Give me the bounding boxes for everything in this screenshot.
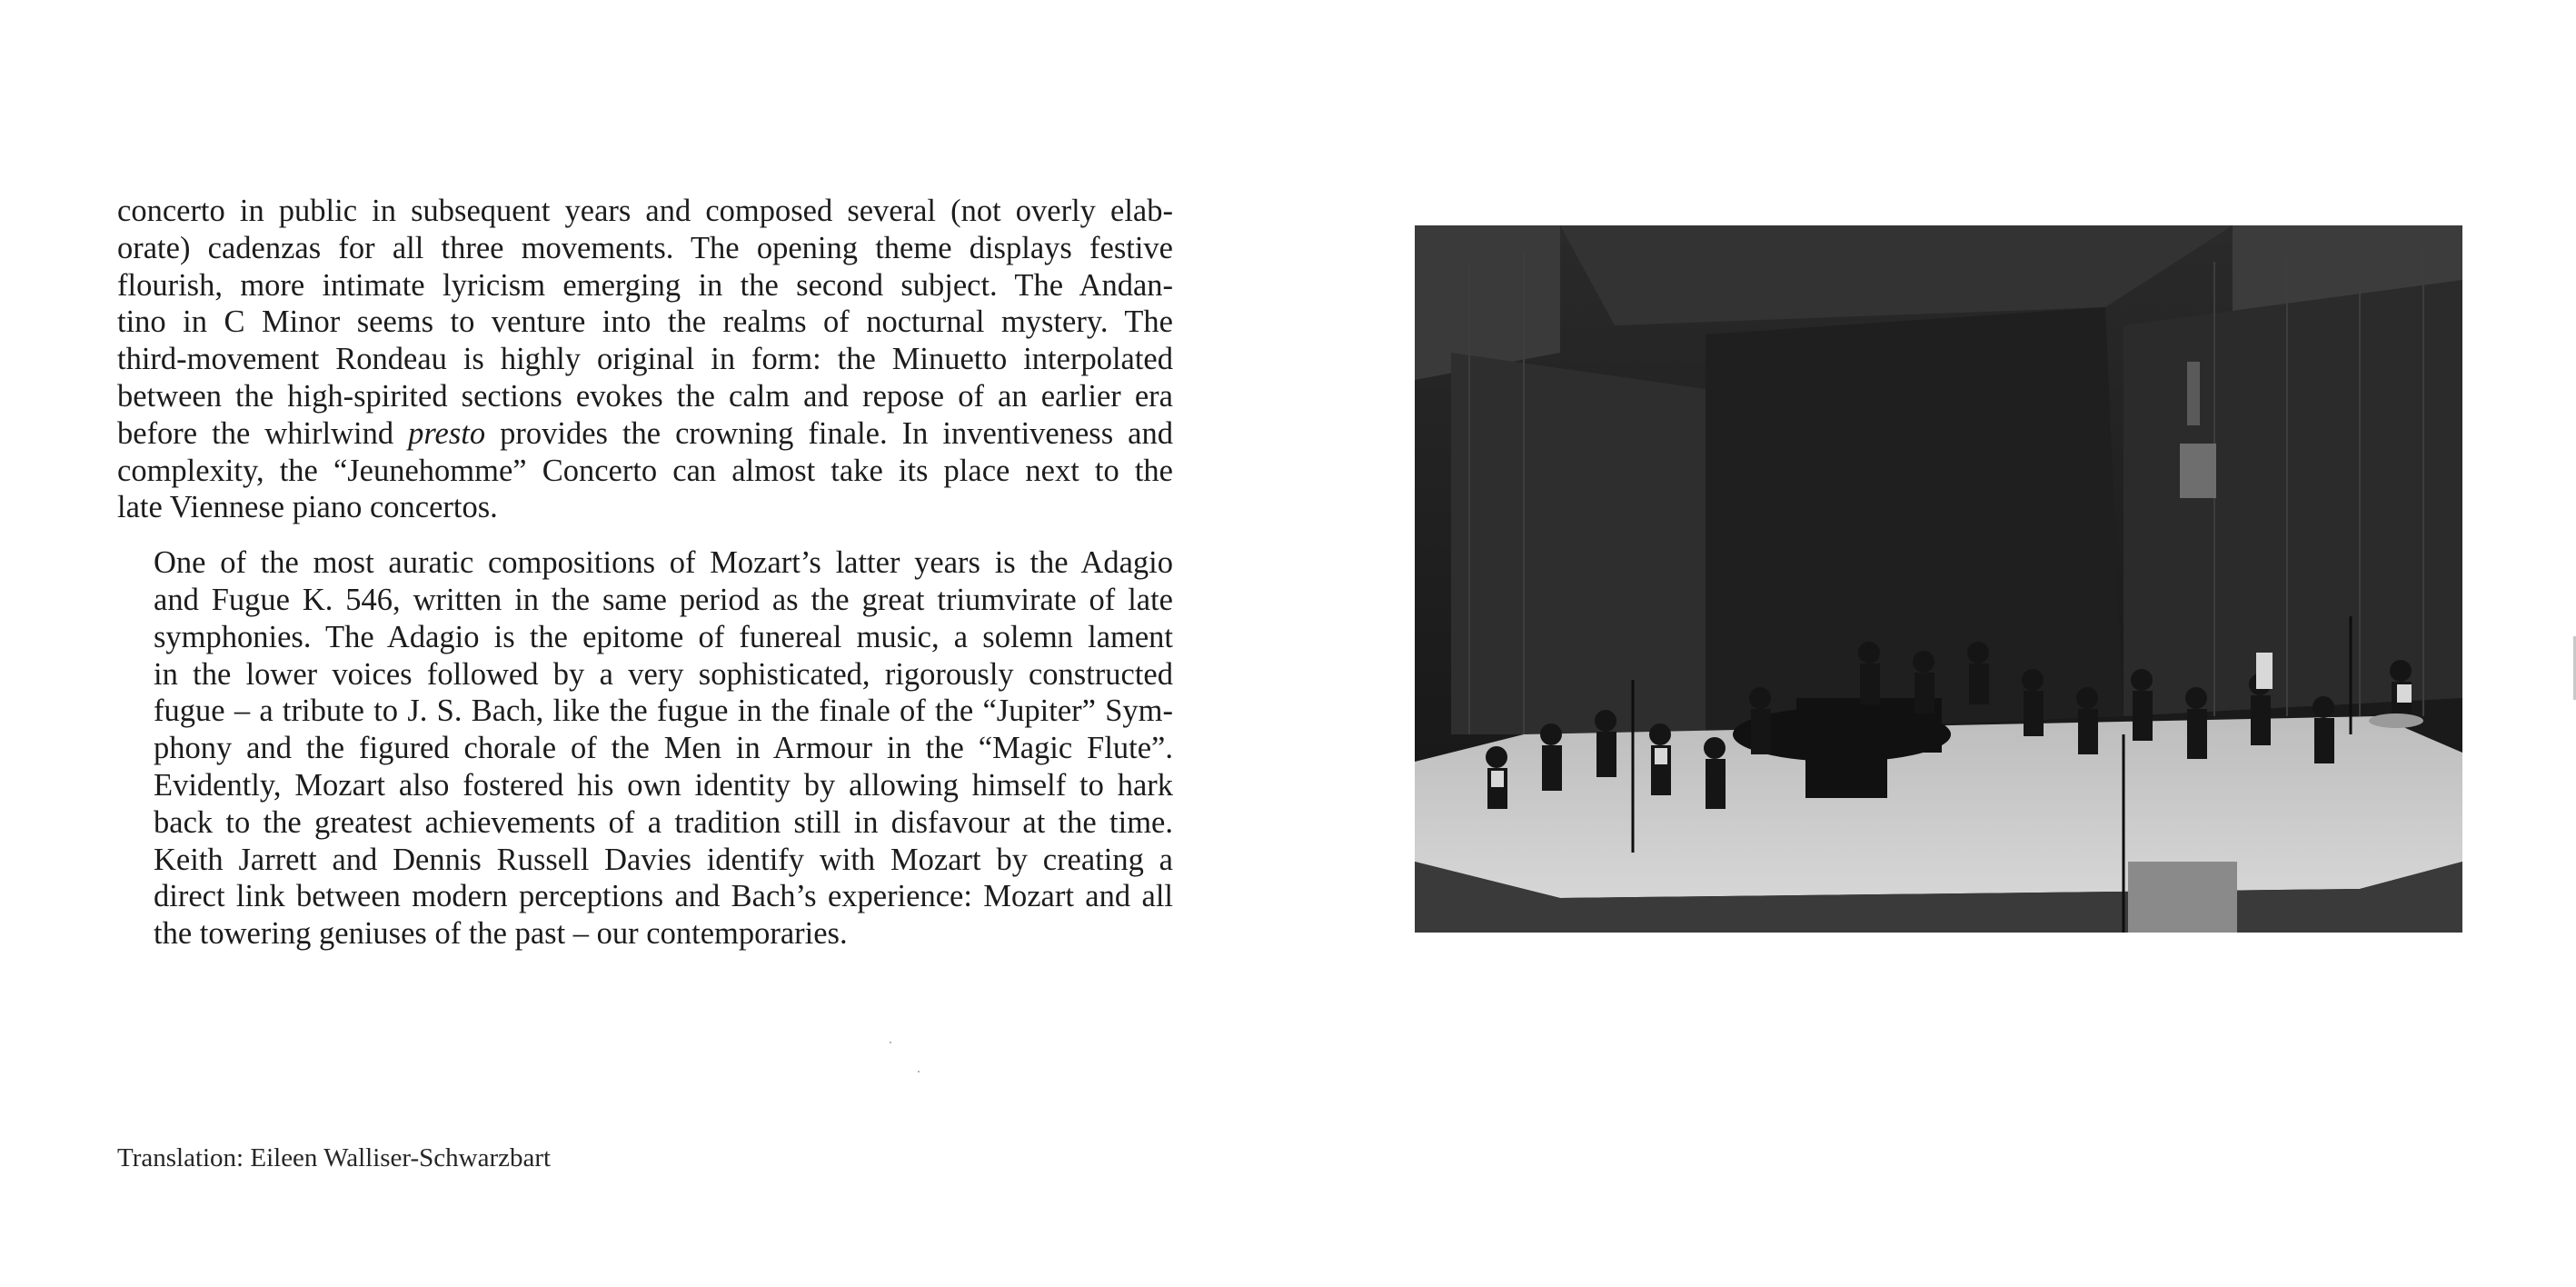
text-line: Evidently, Mozart also fostered his own identity by allowing himself to hark bbox=[154, 767, 1173, 803]
page-speck bbox=[890, 1042, 891, 1043]
text-line: phony and the figured chorale of the Men in Armour in the “Magic Flute”. bbox=[154, 731, 1173, 766]
text-segment: before the whirlwind bbox=[117, 415, 409, 451]
text-line: direct link between modern perceptions and Bach’s experience: Mozart and all bbox=[154, 879, 1173, 914]
text-line: the towering geniuses of the past – our contemporaries. bbox=[154, 916, 848, 952]
paragraph-2 bbox=[117, 544, 1173, 953]
text-line: complexity, the “Jeunehomme” Concerto can almost take its place next to the bbox=[117, 453, 1173, 488]
orchestra-rehearsal-photo bbox=[1415, 225, 2462, 933]
italic-word-presto: presto bbox=[408, 415, 486, 451]
text-line: flourish, more intimate lyricism emerging in the second subject. The Andan- bbox=[117, 267, 1173, 303]
translation-credit: Translation: Eileen Walliser-Schwarzbart bbox=[117, 1143, 552, 1172]
text-line: late Viennese piano concertos. bbox=[117, 490, 498, 525]
body-text-column bbox=[117, 193, 1173, 953]
text-line: third-movement Rondeau is highly original in form: the Minuetto interpolated bbox=[117, 342, 1173, 377]
text-line: in the lower voices followed by a very sophisticated, rigorously constructed bbox=[154, 656, 1173, 692]
text-line: Keith Jarrett and Dennis Russell Davies identify with Mozart by creating a bbox=[154, 842, 1173, 877]
text-line: One of the most auratic compositions of Mozart’s latter years is the Adagio bbox=[154, 545, 1173, 581]
paragraph-1 bbox=[117, 193, 1173, 526]
text-line: concerto in public in subsequent years and composed several (not overly elab- bbox=[117, 194, 1173, 228]
text-segment: provides the crowning finale. In inventiveness and bbox=[485, 415, 1173, 451]
text-line: between the high-spirited sections evokes the calm and repose of an earlier era bbox=[117, 378, 1173, 414]
text-line: fugue – a tribute to J. S. Bach, like the fugue in the finale of the “Jupiter” Sym- bbox=[154, 693, 1173, 729]
text-line: orate) cadenzas for all three movements. The opening theme displays festive bbox=[117, 230, 1173, 265]
text-line: and Fugue K. 546, written in the same period as the great triumvirate of late bbox=[154, 582, 1173, 617]
page-speck bbox=[918, 1071, 920, 1072]
text-line-with-italic bbox=[117, 415, 1173, 453]
text-line: tino in C Minor seems to venture into the realms of nocturnal mystery. The bbox=[117, 304, 1173, 340]
text-line: back to the greatest achievements of a tradition still in disfavour at the time. bbox=[154, 804, 1173, 840]
photo-illustration bbox=[1415, 225, 2462, 933]
text-line: symphonies. The Adagio is the epitome of funereal music, a solemn lament bbox=[154, 619, 1173, 654]
